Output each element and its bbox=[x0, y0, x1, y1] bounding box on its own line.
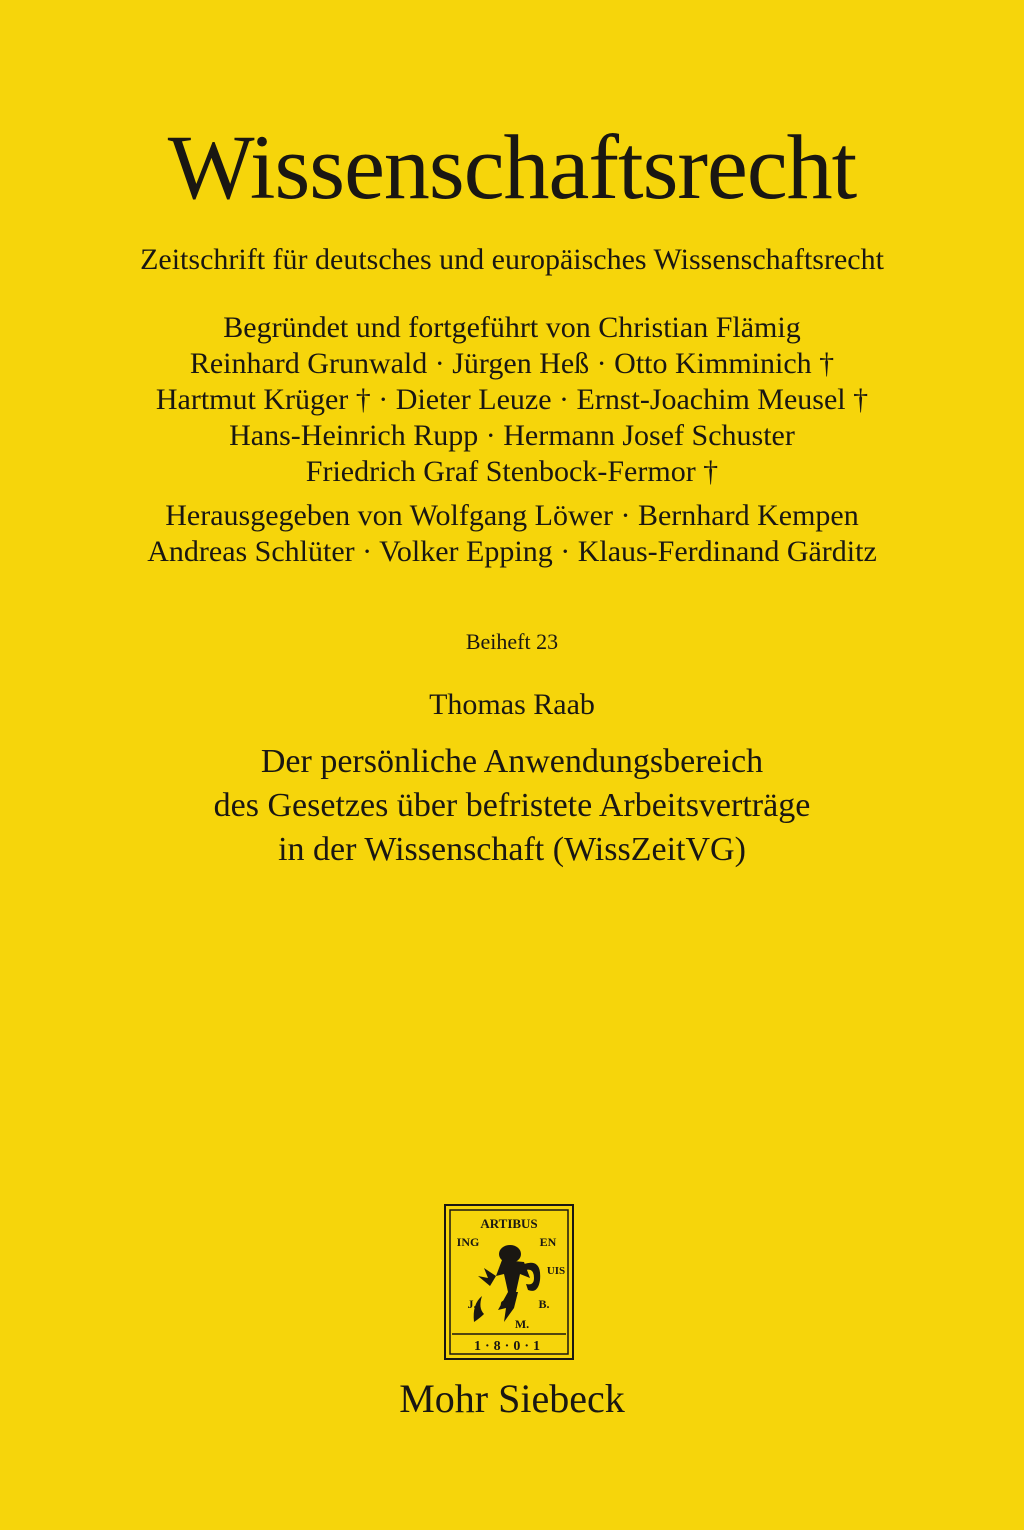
svg-text:1·8·0·1: 1·8·0·1 bbox=[473, 1339, 545, 1354]
book-title-line: in der Wissenschaft (WissZeitVG) bbox=[278, 831, 746, 868]
svg-text:ARTIBUS: ARTIBUS bbox=[480, 1216, 538, 1231]
book-title-line: des Gesetzes über befristete Arbeitsverträge bbox=[213, 787, 811, 824]
book-title-line: Der persönliche Anwendungsbereich bbox=[260, 743, 764, 780]
svg-text:M.: M. bbox=[514, 1317, 530, 1331]
svg-text:J.: J. bbox=[467, 1297, 477, 1311]
author-name: Thomas Raab bbox=[429, 688, 595, 721]
svg-text:UIS: UIS bbox=[546, 1265, 566, 1277]
founders-line: Reinhard Grunwald · Jürgen Heß · Otto Kimminich † bbox=[189, 347, 835, 380]
journal-subtitle: Zeitschrift für deutsches und europäisches Wissenschaftsrecht bbox=[140, 243, 884, 276]
editors-line: Andreas Schlüter · Volker Epping · Klaus-Ferdinand Gärditz bbox=[147, 535, 877, 568]
journal-title: Wissenschaftsrecht bbox=[167, 116, 857, 218]
editors-line: Herausgegeben von Wolfgang Löwer · Bernhard Kempen bbox=[165, 499, 859, 532]
svg-text:C.: C. bbox=[500, 1297, 512, 1311]
founders-list bbox=[0, 310, 1024, 490]
book-title bbox=[0, 740, 1024, 872]
founders-line: Begründet und fortgeführt von Christian Flämig bbox=[223, 311, 801, 344]
publisher-emblem-lion-icon bbox=[444, 1204, 574, 1360]
founders-line: Hans-Heinrich Rupp · Hermann Josef Schuster bbox=[229, 419, 795, 452]
founders-line: Friedrich Graf Stenbock-Fermor † bbox=[305, 455, 719, 488]
svg-text:ING: ING bbox=[456, 1235, 480, 1249]
editors-list bbox=[0, 498, 1024, 570]
series-number: Beiheft 23 bbox=[465, 629, 559, 654]
founders-line: Hartmut Krüger † · Dieter Leuze · Ernst-Joachim Meusel † bbox=[155, 383, 869, 416]
svg-text:EN: EN bbox=[539, 1235, 557, 1249]
publisher-name: Mohr Siebeck bbox=[399, 1376, 625, 1421]
svg-text:B.: B. bbox=[538, 1297, 550, 1311]
